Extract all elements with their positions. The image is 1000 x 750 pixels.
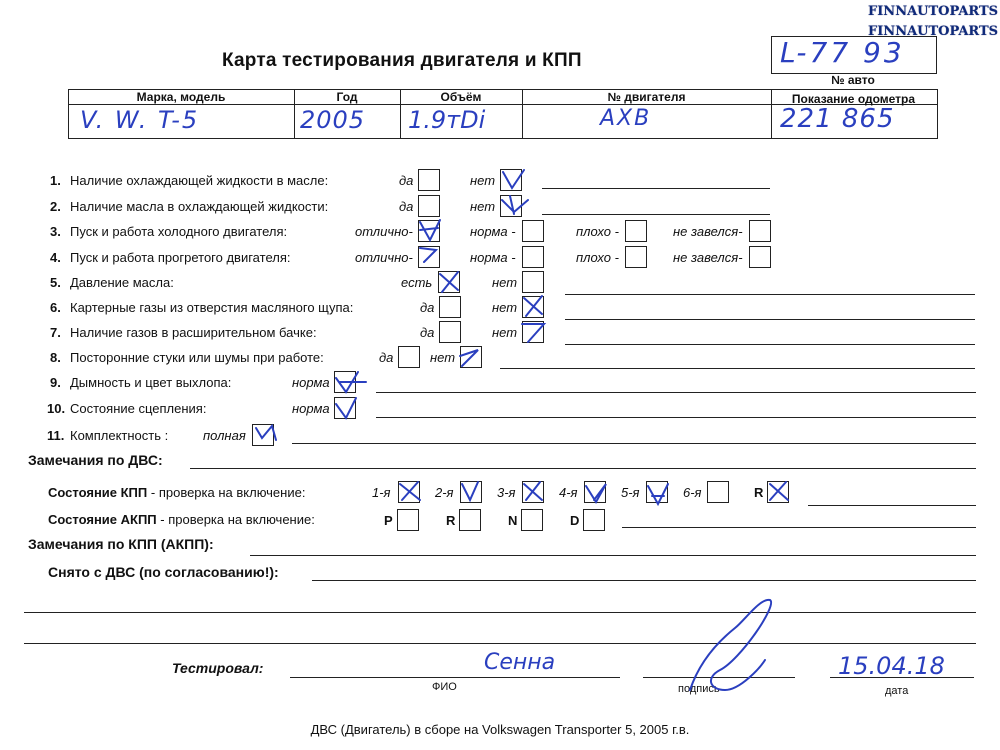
tester-name-value: Сенна	[484, 650, 556, 675]
watermark-line-1: FINNAUTOPARTS	[868, 4, 999, 19]
gearbox-line	[808, 505, 976, 506]
item-3-bad-checkbox[interactable]	[625, 220, 647, 242]
item-2-number: 2.	[50, 199, 61, 214]
fio-label: ФИО	[432, 681, 457, 693]
item-11-full-checkbox[interactable]	[252, 424, 274, 446]
item-3-number: 3.	[50, 224, 61, 239]
item-7-line	[565, 344, 975, 345]
col-volume-header: Объём	[440, 90, 482, 104]
item-1-label: Наличие охлаждающей жидкости в масле:	[70, 173, 329, 188]
item-10-line	[376, 417, 976, 418]
image-caption: ДВС (Двигатель) в сборе на Volkswagen Transporter 5, 2005 г.в.	[310, 722, 690, 737]
gear-1-checkbox[interactable]	[398, 481, 420, 503]
item-5-yes-checkbox[interactable]	[438, 271, 460, 293]
item-6-opt-yes: да	[420, 300, 435, 315]
item-7-label: Наличие газов в расширительном бачке:	[70, 325, 317, 340]
auto-gear-n-label: N	[508, 513, 518, 528]
item-5-opt-no: нет	[492, 275, 518, 290]
item-9-opt-normal: норма	[292, 375, 330, 390]
auto-gearbox-label-bold: Состояние АКПП	[48, 512, 157, 527]
item-8-opt-no: нет	[430, 350, 456, 365]
item-3-opt-no-start: не завелся-	[673, 224, 743, 239]
item-10-label: Состояние сцепления:	[70, 401, 207, 416]
gear-4-label: 4-я	[559, 485, 578, 500]
item-2-line	[542, 214, 770, 215]
item-3-opt-normal: норма -	[470, 224, 516, 239]
item-2-opt-yes: да	[399, 199, 414, 214]
item-7-opt-yes: да	[420, 325, 435, 340]
item-7-yes-checkbox[interactable]	[439, 321, 461, 343]
tested-by-label: Тестировал:	[172, 660, 264, 676]
item-4-bad-checkbox[interactable]	[625, 246, 647, 268]
item-3-label: Пуск и работа холодного двигателя:	[70, 224, 288, 239]
gear-6-checkbox[interactable]	[707, 481, 729, 503]
item-11-number: 11.	[47, 428, 65, 443]
remarks-gearbox-label: Замечания по КПП (АКПП):	[28, 536, 214, 552]
auto-gear-r-label: R	[446, 513, 456, 528]
tester-name-line[interactable]	[290, 677, 620, 678]
item-2-yes-checkbox[interactable]	[418, 195, 440, 217]
item-1-opt-no: нет	[470, 173, 496, 188]
gear-3-checkbox[interactable]	[522, 481, 544, 503]
item-7-number: 7.	[50, 325, 61, 340]
item-6-opt-no: нет	[492, 300, 518, 315]
remarks-engine-label: Замечания по ДВС:	[28, 452, 163, 468]
item-4-number: 4.	[50, 250, 61, 265]
auto-number-value: L-77 93	[780, 36, 905, 69]
col-year-header: Год	[336, 90, 358, 104]
auto-gear-p-label: P	[384, 513, 393, 528]
item-6-label: Картерные газы из отверстия масляного щупа:	[70, 300, 354, 315]
item-4-opt-normal: норма -	[470, 250, 516, 265]
removed-label: Снято с ДВС (по согласованию!):	[48, 564, 279, 580]
gear-2-label: 2-я	[435, 485, 454, 500]
item-10-number: 10.	[47, 401, 66, 416]
signature-label: подпись	[678, 683, 720, 695]
item-11-opt-full: полная	[203, 428, 246, 443]
item-3-excellent-checkbox[interactable]	[418, 220, 440, 242]
gear-4-checkbox[interactable]	[584, 481, 606, 503]
item-9-label: Дымность и цвет выхлопа:	[70, 375, 232, 390]
item-6-line	[565, 319, 975, 320]
item-8-no-checkbox[interactable]	[460, 346, 482, 368]
item-1-line	[542, 188, 770, 189]
item-2-opt-no: нет	[470, 199, 496, 214]
removed-line-1[interactable]	[312, 580, 976, 581]
col-engine-header: № двигателя	[607, 90, 686, 104]
item-7-no-checkbox[interactable]	[522, 321, 544, 343]
auto-gearbox-line	[622, 527, 976, 528]
item-8-number: 8.	[50, 350, 61, 365]
gear-5-label: 5-я	[621, 485, 640, 500]
auto-gear-p-checkbox[interactable]	[397, 509, 419, 531]
date-value: 15.04.18	[838, 652, 945, 680]
item-11-line	[292, 443, 976, 444]
form-title: Карта тестирования двигателя и КПП	[222, 50, 582, 71]
odometer-value: 221 865	[780, 104, 895, 134]
auto-gear-d-checkbox[interactable]	[583, 509, 605, 531]
item-5-line	[565, 294, 975, 295]
watermark-line-2: FINNAUTOPARTS	[868, 24, 999, 39]
item-1-yes-checkbox[interactable]	[418, 169, 440, 191]
item-7-opt-no: нет	[492, 325, 518, 340]
auto-number-label: № авто	[831, 73, 875, 87]
gear-1-label: 1-я	[372, 485, 391, 500]
date-label: дата	[885, 685, 909, 697]
removed-line-2[interactable]	[24, 612, 976, 613]
gear-2-checkbox[interactable]	[460, 481, 482, 503]
item-4-opt-bad: плохо -	[576, 250, 619, 265]
gear-5-checkbox[interactable]	[646, 481, 668, 503]
gear-6-label: 6-я	[683, 485, 702, 500]
auto-gearbox-label-rest: - проверка на включение:	[160, 512, 315, 527]
year-value: 2005	[300, 106, 366, 134]
item-3-opt-excellent: отлично-	[355, 224, 413, 239]
item-3-no-start-checkbox[interactable]	[749, 220, 771, 242]
item-9-normal-checkbox[interactable]	[334, 371, 356, 393]
item-4-no-start-checkbox[interactable]	[749, 246, 771, 268]
item-4-label: Пуск и работа прогретого двигателя:	[70, 250, 291, 265]
item-8-yes-checkbox[interactable]	[398, 346, 420, 368]
auto-gear-d-label: D	[570, 513, 580, 528]
removed-line-3[interactable]	[24, 643, 976, 644]
col-odometer-header: Показание одометра	[791, 92, 916, 106]
engine-value: AXB	[600, 106, 652, 131]
make-value: V. W. T-5	[80, 106, 200, 134]
item-4-excellent-checkbox[interactable]	[418, 246, 440, 268]
item-11-label: Комплектность :	[70, 428, 169, 443]
auto-gear-r-checkbox[interactable]	[459, 509, 481, 531]
item-8-opt-yes: да	[379, 350, 394, 365]
item-9-number: 9.	[50, 375, 61, 390]
volume-value: 1.9тDi	[408, 106, 486, 134]
item-9-line	[376, 392, 976, 393]
item-5-opt-yes: есть	[401, 275, 433, 290]
auto-gear-n-checkbox[interactable]	[521, 509, 543, 531]
item-10-opt-normal: норма	[292, 401, 330, 416]
item-3-normal-checkbox[interactable]	[522, 220, 544, 242]
item-6-number: 6.	[50, 300, 61, 315]
item-5-number: 5.	[50, 275, 61, 290]
item-4-opt-no-start: не завелся-	[673, 250, 743, 265]
gear-r-label: R	[754, 485, 764, 500]
gearbox-label	[48, 485, 305, 500]
item-8-label: Посторонние стуки или шумы при работе:	[70, 350, 324, 365]
item-8-line	[500, 368, 975, 369]
gearbox-label-bold: Состояние КПП	[48, 485, 148, 500]
col-make-header: Марка, модель	[136, 90, 226, 104]
auto-gearbox-label	[48, 512, 315, 527]
item-4-normal-checkbox[interactable]	[522, 246, 544, 268]
item-2-no-checkbox[interactable]	[500, 195, 522, 217]
item-6-yes-checkbox[interactable]	[439, 296, 461, 318]
item-10-normal-checkbox[interactable]	[334, 397, 356, 419]
gearbox-label-rest: - проверка на включение:	[150, 485, 306, 500]
signature-line[interactable]	[643, 677, 795, 678]
item-4-opt-excellent: отлично-	[355, 250, 413, 265]
gear-r-checkbox[interactable]	[767, 481, 789, 503]
item-2-label: Наличие масла в охлаждающей жидкости:	[70, 199, 329, 214]
item-1-no-checkbox[interactable]	[500, 169, 522, 191]
item-5-label: Давление масла:	[70, 275, 174, 290]
item-1-number: 1.	[50, 173, 61, 188]
item-1-opt-yes: да	[399, 173, 414, 188]
item-5-no-checkbox[interactable]	[522, 271, 544, 293]
remarks-gearbox-line[interactable]	[250, 555, 976, 556]
gear-3-label: 3-я	[497, 485, 516, 500]
item-6-no-checkbox[interactable]	[522, 296, 544, 318]
remarks-engine-line[interactable]	[190, 468, 976, 469]
item-3-opt-bad: плохо -	[576, 224, 619, 239]
